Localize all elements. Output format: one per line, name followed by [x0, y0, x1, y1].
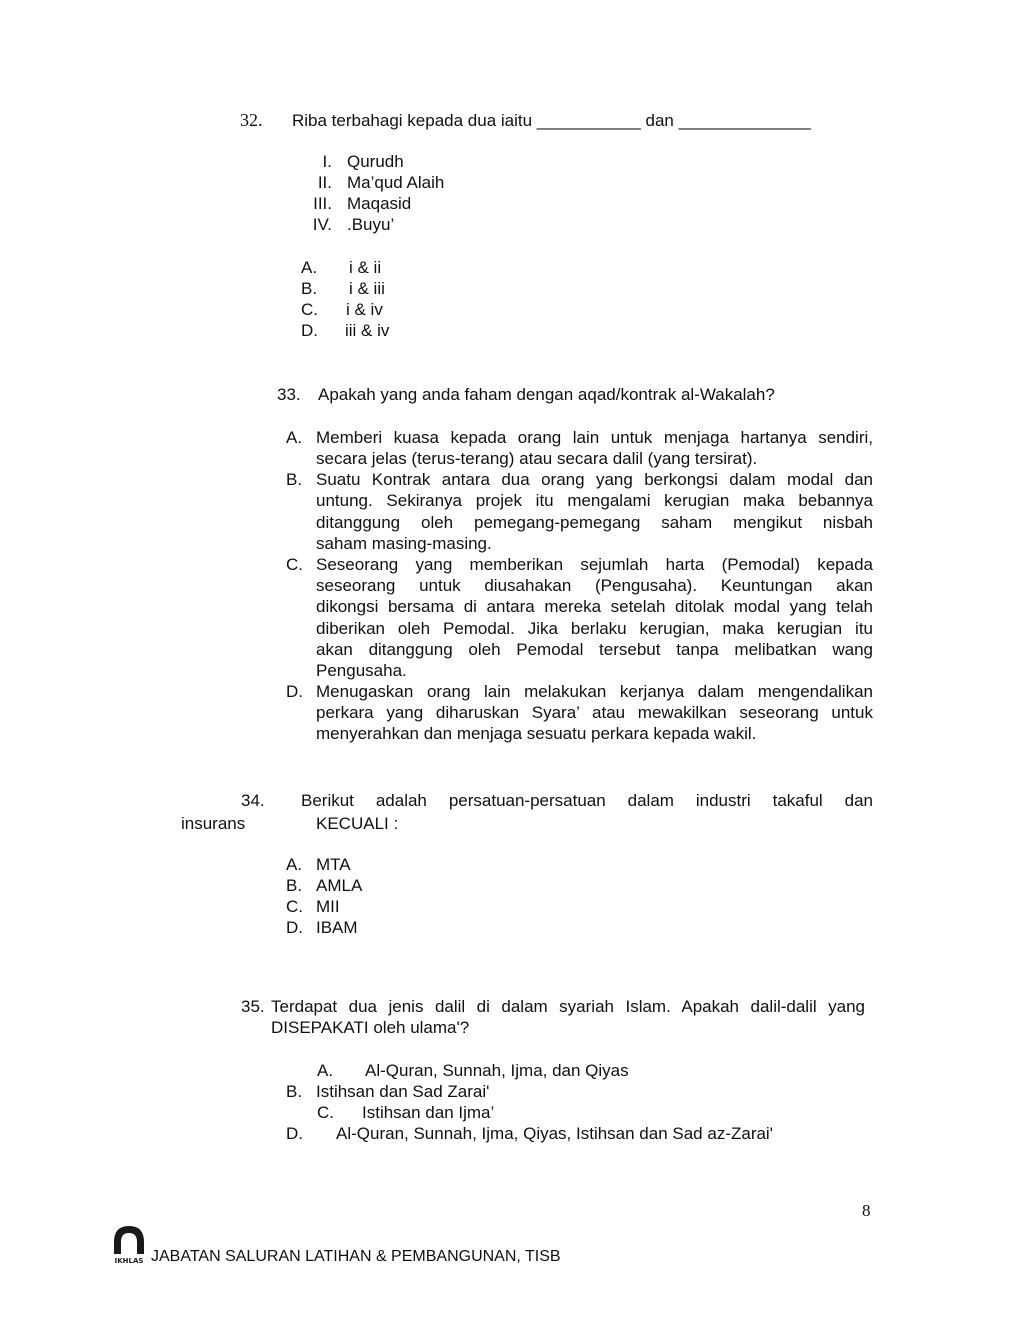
q33-option-line: perkara yang diharuskan Syara’ atau mewakilkan seseorang untuk — [316, 703, 873, 722]
q33-option-line: Memberi kuasa kepada orang lain untuk menjaga hartanya sendiri, — [316, 428, 873, 447]
q33-option-letter: A. — [286, 428, 303, 447]
q34-option-letter: B. — [286, 876, 303, 895]
q33-option-line: menyerahkan dan menjaga sesuatu perkara kepada wakil. — [316, 724, 757, 743]
q32-roman-num: II. — [317, 173, 332, 192]
q32-option-letter: C. — [301, 300, 318, 319]
q32-option-text: i & ii — [349, 258, 382, 277]
q35-option-text: Istihsan dan Ijma’ — [362, 1103, 495, 1122]
q33-option-letter: B. — [286, 470, 303, 489]
q32-roman-text: Ma’qud Alaih — [347, 173, 445, 192]
q32-roman-text: Qurudh — [347, 152, 404, 171]
q32-option-letter: D. — [301, 321, 318, 340]
q33-option-line: Menugaskan orang lain melakukan kerjanya dalam mengendalikan — [316, 682, 873, 701]
q35-option-letter: A. — [317, 1061, 334, 1080]
q32-stem: Riba terbahagi kepada dua iaitu ___________ dan ______________ — [292, 111, 811, 130]
q33-stem: Apakah yang anda faham dengan aqad/kontrak al-Wakalah? — [318, 385, 775, 404]
q32-roman-num: I. — [322, 152, 332, 171]
q33-option-line: Seseorang yang memberikan sejumlah harta (Pemodal) kepada — [316, 555, 873, 574]
q35-option-letter: B. — [286, 1082, 303, 1101]
q32-roman-num: III. — [313, 194, 332, 213]
q34-option-letter: C. — [286, 897, 303, 916]
q33-option-line: Suatu Kontrak antara dua orang yang berkongsi dalam modal dan — [316, 470, 873, 489]
q34-option-letter: D. — [286, 918, 303, 937]
q33-option-line: akan ditanggung oleh Pemodal tersebut tanpa melibatkan wang — [316, 640, 873, 659]
svg-text:IKHLAS: IKHLAS — [114, 1257, 144, 1265]
q33-option-line: dikongsi bersama di antara mereka setelah ditolak modal yang telah — [316, 597, 873, 616]
q34-stem-prefix: insurans — [181, 814, 246, 833]
q35-option-letter: C. — [317, 1103, 334, 1122]
q32-roman-num: IV. — [312, 215, 332, 234]
footer-organization: JABATAN SALURAN LATIHAN & PEMBANGUNAN, TISB — [151, 1248, 561, 1265]
q32-option-letter: A. — [301, 258, 318, 277]
q34-stem: KECUALI : — [316, 814, 399, 833]
q34-option-text: IBAM — [316, 918, 358, 937]
q35-number: 35. — [241, 997, 265, 1016]
q33-option-line: Pengusaha. — [316, 661, 407, 680]
q34-option-text: MTA — [316, 855, 351, 874]
q32-option-text: i & iv — [346, 300, 383, 319]
q33-option-line: secara jelas (terus-terang) atau secara dalil (yang tersirat). — [316, 449, 758, 468]
q33-option-letter: D. — [286, 682, 303, 701]
q32-roman-text: Maqasid — [347, 194, 412, 213]
q35-option-letter: D. — [286, 1124, 303, 1143]
q33-option-line: untung. Sekiranya projek itu mengalami kerugian maka bebannya — [316, 491, 873, 510]
q35-option-text: Al-Quran, Sunnah, Ijma, dan Qiyas — [365, 1061, 629, 1080]
q33-option-line: seseorang untuk diusahakan (Pengusaha). Keuntungan akan — [316, 576, 873, 595]
q32-number: 32. — [240, 110, 263, 130]
q34-option-text: MII — [316, 897, 340, 916]
q33-option-letter: C. — [286, 555, 303, 574]
q35-option-text: Istihsan dan Sad Zarai' — [316, 1082, 490, 1101]
q34-option-text: AMLA — [316, 876, 363, 895]
q35-stem: Terdapat dua jenis dalil di dalam syariah Islam. Apakah dalil-dalil yang — [271, 997, 865, 1016]
q35-option-text: Al-Quran, Sunnah, Ijma, Qiyas, Istihsan dan Sad az-Zarai' — [336, 1124, 773, 1143]
ikhlas-logo-icon — [108, 1222, 150, 1266]
q32-option-text: i & iii — [349, 279, 385, 298]
q33-number: 33. — [277, 385, 301, 404]
q32-roman-text: .Buyu’ — [347, 215, 395, 234]
page-number: 8 — [862, 1201, 871, 1220]
q32-option-text: iii & iv — [345, 321, 390, 340]
q35-stem: DISEPAKATI oleh ulama'? — [271, 1018, 470, 1037]
q34-number: 34. — [241, 791, 265, 810]
q34-stem: Berikut adalah persatuan-persatuan dalam industri takaful dan — [301, 791, 873, 810]
q33-option-line: saham masing-masing. — [316, 534, 492, 553]
q32-option-letter: B. — [301, 279, 318, 298]
q33-option-line: ditanggung oleh pemegang-pemegang saham mengikut nisbah — [316, 513, 873, 532]
q33-option-line: diberikan oleh Pemodal. Jika berlaku kerugian, maka kerugian itu — [316, 619, 873, 638]
q34-option-letter: A. — [286, 855, 303, 874]
